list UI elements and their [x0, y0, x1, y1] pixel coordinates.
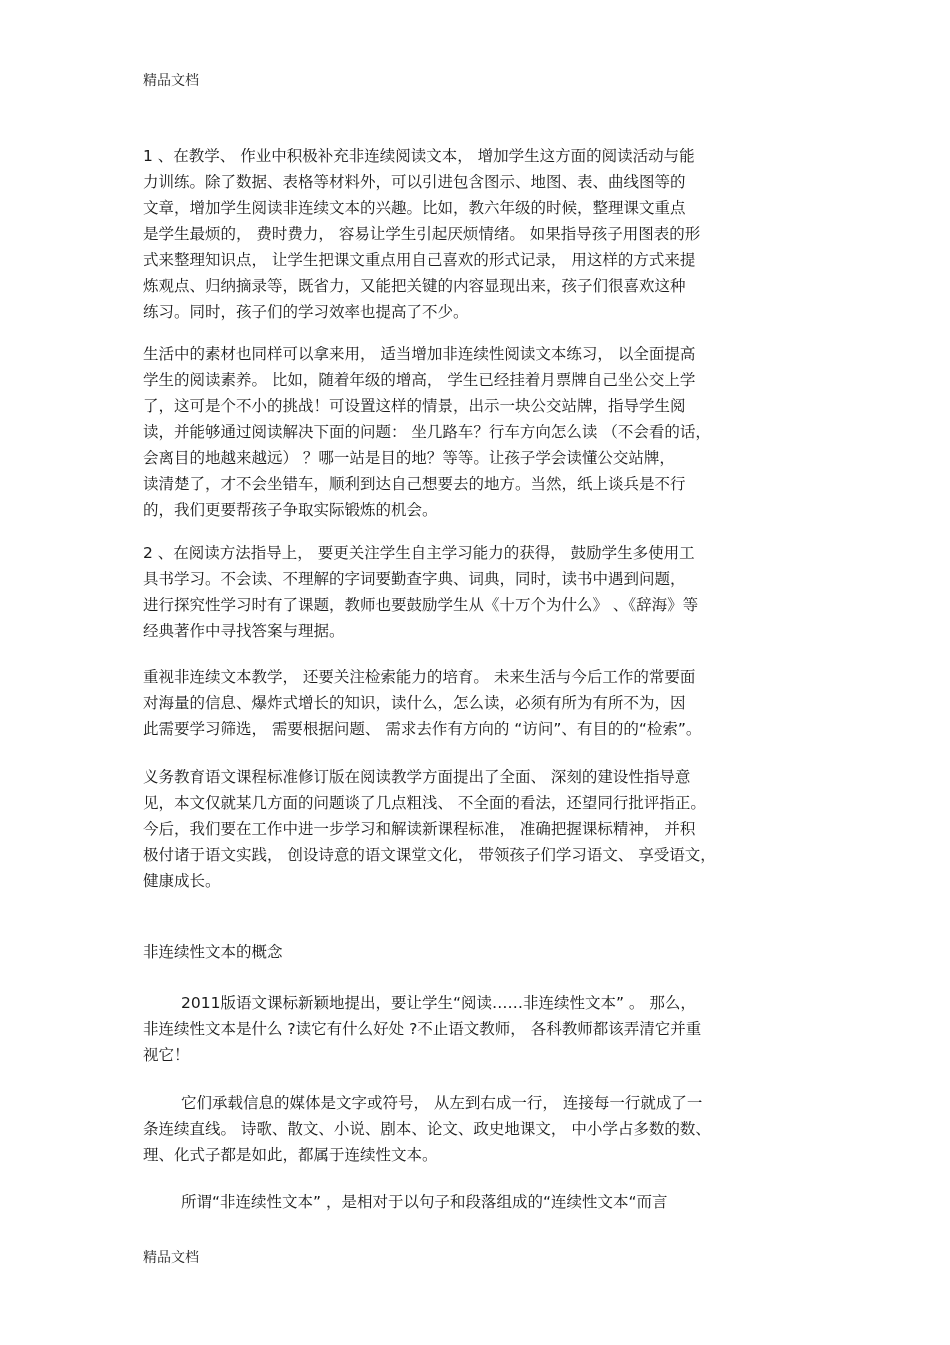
paragraph-1: [143, 143, 808, 325]
section-paragraph-2: [143, 1090, 808, 1168]
text-line: 生活中的素材也同样可以拿来用， 适当增加非连续性阅读文本练习， 以全面提高: [143, 345, 696, 363]
section-paragraph-1: [143, 990, 808, 1068]
text-line: 的，我们更要帮孩子争取实际锻炼的机会。: [143, 501, 438, 519]
paragraph-2: [143, 341, 808, 523]
paragraph-3: [143, 540, 808, 644]
text-line: 理、化式子都是如此，都属于连续性文本。: [143, 1146, 438, 1164]
text-line: 重视非连续文本教学， 还要关注检索能力的培育。 未来生活与今后工作的常要面: [143, 668, 696, 686]
text-line: 视它！: [143, 1046, 190, 1064]
text-line: 经典著作中寻找答案与理据。: [143, 622, 345, 640]
text-line: 此需要学习筛选， 需要根据问题、 需求去作有方向的 “访问”、有目的的“检索”。: [143, 720, 702, 738]
text-line: 式来整理知识点， 让学生把课文重点用自己喜欢的形式记录， 用这样的方式来提: [143, 251, 696, 269]
section-paragraph-3: [143, 1189, 808, 1215]
text-line: 学生的阅读素养。 比如，随着年级的增高， 学生已经挂着月票牌自己坐公交上学: [143, 371, 696, 389]
page-header: 精品文档: [143, 73, 199, 89]
text-line: 它们承载信息的媒体是文字或符号， 从左到右成一行， 连接每一行就成了一: [181, 1094, 703, 1112]
text-line: 会离目的地越来越远） ？哪一站是目的地？等等。让孩子学会读懂公交站牌，: [143, 449, 675, 467]
text-line: 读，并能够通过阅读解决下面的问题： 坐几路车？行车方向怎么读 （不会看的话，: [143, 423, 711, 441]
text-line: 力训练。除了数据、表格等材料外，可以引进包含图示、地图、表、曲线图等的: [143, 173, 686, 191]
section-heading: 非连续性文本的概念: [143, 943, 283, 961]
text-line: 所谓“非连续性文本” ，是相对于以句子和段落组成的“连续性文本“而言: [181, 1193, 668, 1211]
text-line: 对海量的信息、爆炸式增长的知识，读什么，怎么读，必须有所为有所不为，因: [143, 694, 686, 712]
text-line: 了，这可是个不小的挑战！可设置这样的情景，出示一块公交站牌，指导学生阅: [143, 397, 686, 415]
page-footer: 精品文档: [143, 1250, 199, 1266]
text-line: 炼观点、归纳摘录等，既省力，又能把关键的内容显现出来，孩子们很喜欢这种: [143, 277, 686, 295]
text-line: 读清楚了，才不会坐错车，顺利到达自己想要去的地方。当然，纸上谈兵是不行: [143, 475, 686, 493]
text-line: 1 、在教学、 作业中积极补充非连续阅读文本， 增加学生这方面的阅读活动与能: [143, 147, 695, 165]
text-line: 非连续性文本是什么 ?读它有什么好处 ?不止语文教师， 各科教师都该弄清它并重: [143, 1020, 702, 1038]
text-line: 见，本文仅就某几方面的问题谈了几点粗浅、 不全面的看法，还望同行批评指正。: [143, 794, 706, 812]
text-line: 2011版语文课标新颖地提出，要让学生“阅读……非连续性文本” 。 那么，: [181, 994, 696, 1012]
text-line: 健康成长。: [143, 872, 221, 890]
text-line: 具书学习。不会读、不理解的字词要勤查字典、词典，同时，读书中遇到问题，: [143, 570, 686, 588]
paragraph-4: [143, 664, 808, 742]
text-line: 练习。同时，孩子们的学习效率也提高了不少。: [143, 303, 469, 321]
text-line: 文章，增加学生阅读非连续文本的兴趣。比如，教六年级的时候，整理课文重点: [143, 199, 686, 217]
text-line: 进行探究性学习时有了课题，教师也要鼓励学生从《十万个为什么》 、《辞海》等: [143, 596, 699, 614]
text-line: 今后，我们要在工作中进一步学习和解读新课程标准， 准确把握课标精神， 并积: [143, 820, 696, 838]
text-line: 2 、在阅读方法指导上， 要更关注学生自主学习能力的获得， 鼓励学生多使用工: [143, 544, 695, 562]
text-line: 义务教育语文课程标准修订版在阅读教学方面提出了全面、 深刻的建设性指导意: [143, 768, 691, 786]
text-line: 极付诸于语文实践， 创设诗意的语文课堂文化， 带领孩子们学习语文、 享受语文，: [143, 846, 716, 864]
text-line: 条连续直线。 诗歌、散文、小说、剧本、论文、政史地课文， 中小学占多数的数、: [143, 1120, 711, 1138]
paragraph-5: [143, 764, 808, 894]
text-line: 是学生最烦的， 费时费力， 容易让学生引起厌烦情绪。 如果指导孩子用图表的形: [143, 225, 701, 243]
